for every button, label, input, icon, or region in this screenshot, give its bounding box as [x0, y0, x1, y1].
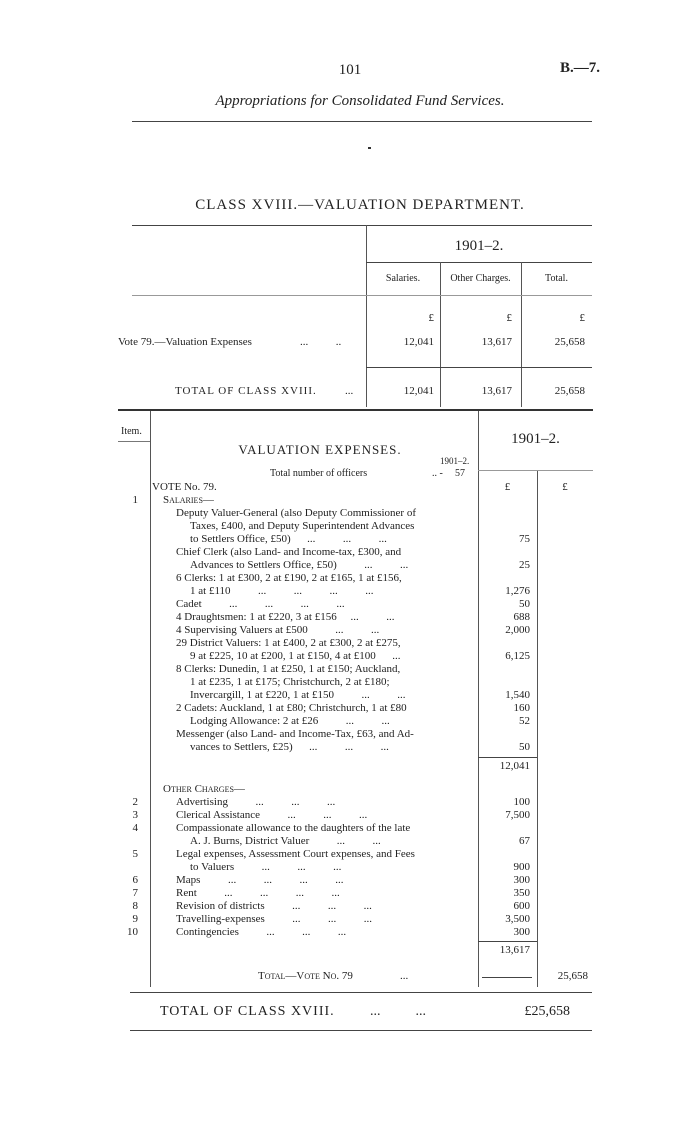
salary-line: Cadet ... ... ... ...	[176, 598, 345, 610]
salary-amount: 2,000	[505, 624, 530, 636]
detail-top-rule	[118, 409, 593, 411]
salary-amount: 25	[519, 559, 530, 571]
summary-col-other: Other Charges.	[450, 273, 511, 284]
class-total-amount: £25,658	[524, 1004, 570, 1019]
salary-amount: 1,540	[505, 689, 530, 701]
salary-line: Lodging Allowance: 2 at £26 ... ...	[190, 715, 390, 727]
item-header: Item.	[121, 426, 142, 437]
item-number: 7	[132, 887, 138, 899]
other-charge-amount: 7,500	[505, 809, 530, 821]
summary-col-salaries: Salaries.	[385, 273, 421, 284]
vote-total-label: Total—Vote No. 79	[258, 970, 353, 982]
salary-amount: 160	[513, 702, 530, 714]
other-charges-subtotal: 13,617	[499, 944, 530, 956]
class-total-bottom-rule	[130, 1030, 592, 1031]
salary-line: 1 at £110 ... ... ... ...	[190, 585, 374, 597]
salary-line: 9 at £225, 10 at £200, 1 at £150, 4 at £100 ...	[190, 650, 401, 662]
officers-count: 57	[455, 468, 465, 479]
other-charge-line: Contingencies ... ... ...	[176, 926, 347, 938]
detail-currency-2: £	[562, 481, 568, 493]
officers-year: 1901–2.	[440, 456, 470, 466]
item-number: 9	[132, 913, 138, 925]
item-number: 8	[132, 900, 138, 912]
salary-line: vances to Settlers, £25) ... ... ...	[190, 741, 389, 753]
other-charge-line: A. J. Burns, District Valuer ... ...	[190, 835, 381, 847]
other-charge-amount: 67	[519, 835, 530, 847]
document-reference: B.—7.	[559, 60, 600, 76]
summary-currency-2: £	[506, 312, 512, 324]
summary-col-total: Total.	[545, 273, 568, 284]
summary-top-rule	[132, 225, 592, 226]
salary-line: 6 Clerks: 1 at £300, 2 at £190, 2 at £165, 1 at £156,	[176, 572, 402, 584]
item-number: 2	[132, 796, 138, 808]
item-number: 6	[132, 874, 138, 886]
other-charge-amount: 350	[513, 887, 530, 899]
class-total-top-rule	[130, 992, 592, 993]
amount-column-rule-1	[478, 411, 479, 987]
summary-currency-3: £	[579, 312, 585, 324]
summary-vote-total: 25,658	[554, 336, 585, 348]
salary-line: Deputy Valuer-General (also Deputy Commissioner of	[176, 507, 416, 519]
page-number: 101	[338, 62, 362, 78]
stray-mark	[368, 147, 371, 149]
salary-line: 1 at £235, 1 at £175; Christchurch, 2 at £180;	[190, 676, 390, 688]
salary-line: 4 Draughtsmen: 1 at £220, 3 at £156 ... ...	[176, 611, 395, 623]
vote-total-amount: 25,658	[557, 970, 588, 982]
other-charge-amount: 3,500	[505, 913, 530, 925]
salary-amount: 52	[519, 715, 530, 727]
salary-amount: 1,276	[505, 585, 530, 597]
summary-year-header: 1901–2.	[454, 238, 504, 254]
class-total-label: TOTAL OF CLASS XVIII.	[160, 1004, 335, 1019]
item-header-rule	[118, 441, 150, 442]
item-column-rule	[150, 411, 151, 987]
summary-total-label: TOTAL OF CLASS XVIII.	[175, 385, 317, 397]
class-title: CLASS XVIII.—VALUATION DEPARTMENT.	[195, 197, 525, 213]
other-charge-line: Advertising ... ... ...	[176, 796, 336, 808]
page-subtitle: Appropriations for Consolidated Fund Services.	[215, 93, 505, 109]
salary-line: 29 District Valuers: 1 at £400, 2 at £300, 2 at £275,	[176, 637, 401, 649]
other-charge-amount: 900	[513, 861, 530, 873]
summary-currency-1: £	[428, 312, 434, 324]
summary-header-rule	[132, 295, 592, 296]
other-charge-amount: 300	[513, 926, 530, 938]
summary-total-rule	[366, 367, 592, 368]
salaries-subtotal-rule	[478, 757, 537, 758]
detail-year-rule	[478, 470, 593, 471]
other-charge-line: Revision of districts ... ... ...	[176, 900, 372, 912]
item-number: 4	[132, 822, 138, 834]
other-charge-amount: 600	[513, 900, 530, 912]
summary-total-salaries: 12,041	[403, 385, 434, 397]
salary-amount: 75	[519, 533, 530, 545]
salary-line: Advances to Settlers Office, £50) ... ...	[190, 559, 409, 571]
summary-total-total: 25,658	[554, 385, 585, 397]
other-charge-line: to Valuers ... ... ...	[190, 861, 342, 873]
other-subtotal-rule	[478, 941, 537, 942]
other-charge-amount: 100	[513, 796, 530, 808]
summary-year-rule	[366, 262, 592, 263]
other-charge-line: Clerical Assistance ... ... ...	[176, 809, 368, 821]
summary-vote-label: Vote 79.—Valuation Expenses	[118, 336, 252, 348]
detail-currency-1: £	[504, 481, 511, 493]
salary-line: Taxes, £400, and Deputy Superintendent Advances	[190, 520, 415, 532]
summary-total-other: 13,617	[481, 385, 512, 397]
salary-line: Messenger (also Land- and Income-Tax, £63, and Ad-	[176, 728, 414, 740]
salary-line: Invercargill, 1 at £220, 1 at £150 ... ...	[190, 689, 406, 701]
officers-dots: .. -	[432, 468, 443, 479]
salary-amount: 50	[519, 598, 530, 610]
other-charge-line: Rent ... ... ... ...	[176, 887, 340, 899]
vote-number: VOTE No. 79.	[152, 481, 217, 493]
vote-total-dots: ...	[400, 970, 409, 982]
summary-total-dots: ...	[345, 385, 354, 397]
header-rule	[132, 121, 592, 122]
salary-amount: 6,125	[505, 650, 530, 662]
salary-line: 2 Cadets: Auckland, 1 at £80; Christchurch, 1 at £80	[176, 702, 407, 714]
other-charge-line: Legal expenses, Assessment Court expenses, and Fees	[176, 848, 415, 860]
salary-amount: 688	[513, 611, 530, 623]
summary-vote-dots: ... ..	[300, 336, 342, 348]
salary-line: 8 Clerks: Dunedin, 1 at £250, 1 at £150; Auckland,	[176, 663, 401, 675]
salary-line: to Settlers Office, £50) ... ... ...	[190, 533, 387, 545]
item-number-1: 1	[132, 494, 138, 506]
salary-line: 4 Supervising Valuers at £500 ... ...	[176, 624, 380, 636]
salaries-heading: Salaries—	[163, 494, 214, 506]
officers-label: Total number of officers	[270, 468, 368, 479]
salary-amount: 50	[519, 741, 530, 753]
vote-total-rule	[482, 977, 532, 978]
summary-vote-other: 13,617	[481, 336, 512, 348]
salary-line: Chief Clerk (also Land- and Income-tax, £300, and	[176, 546, 402, 558]
item-number: 3	[132, 809, 138, 821]
other-charge-line: Compassionate allowance to the daughters of the late	[176, 822, 411, 834]
other-charge-line: Travelling-expenses ... ... ...	[176, 913, 373, 925]
item-number: 5	[132, 848, 138, 860]
detail-year-header: 1901–2.	[511, 431, 560, 447]
salaries-subtotal: 12,041	[499, 760, 530, 772]
amount-column-rule-2	[537, 470, 538, 987]
class-total-dots: ... ...	[370, 1004, 426, 1019]
other-charge-line: Maps ... ... ... ...	[176, 874, 344, 886]
other-charge-amount: 300	[513, 874, 530, 886]
summary-vote-salaries: 12,041	[403, 336, 434, 348]
item-number: 10	[127, 926, 138, 938]
section-title: VALUATION EXPENSES.	[238, 442, 402, 457]
other-charges-heading: Other Charges—	[163, 783, 245, 795]
